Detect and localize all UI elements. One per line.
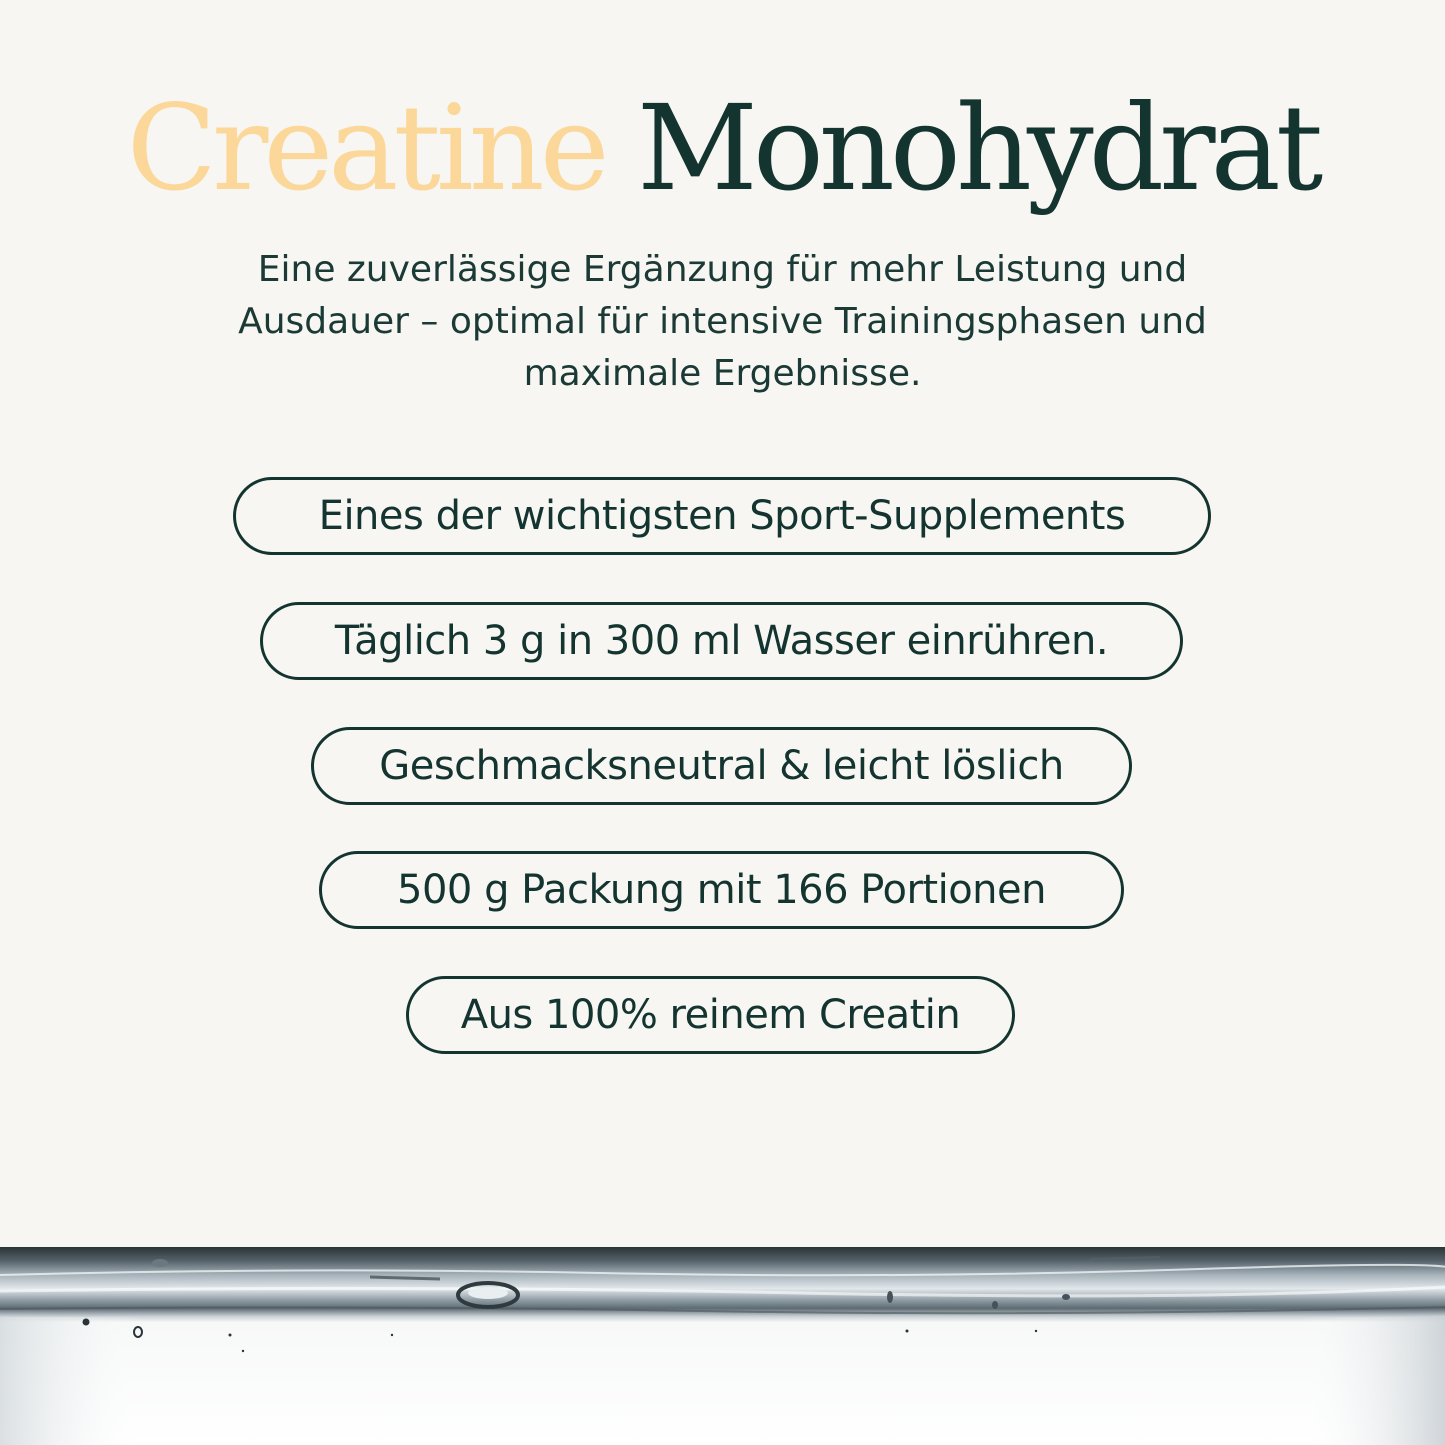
feature-badge-purity: [406, 976, 1015, 1054]
feature-badge-label: Eines der wichtigsten Sport-Supplements: [318, 493, 1126, 539]
feature-badge-supplement: [233, 477, 1211, 555]
product-title: [0, 78, 1445, 218]
feature-badge-label: Täglich 3 g in 300 ml Wasser einrühren.: [334, 618, 1109, 664]
feature-badge-label: Aus 100% reinem Creatin: [460, 992, 961, 1038]
feature-badge-package: [319, 851, 1124, 929]
water-surface-image: [0, 1247, 1445, 1445]
feature-badge-dosage: [260, 602, 1183, 680]
product-description: Eine zuverlässige Ergänzung für mehr Leistung und Ausdauer – optimal für intensive Trainingsphasen und maximale Ergebnisse.: [238, 249, 1207, 394]
title-word-creatine: Creatine: [126, 79, 605, 217]
title-word-monohydrat: Monohydrat: [637, 79, 1319, 217]
feature-badge-label: 500 g Packung mit 166 Portionen: [397, 867, 1046, 913]
feature-badge-taste: [311, 727, 1132, 805]
feature-badge-label: Geschmacksneutral & leicht löslich: [379, 743, 1064, 789]
